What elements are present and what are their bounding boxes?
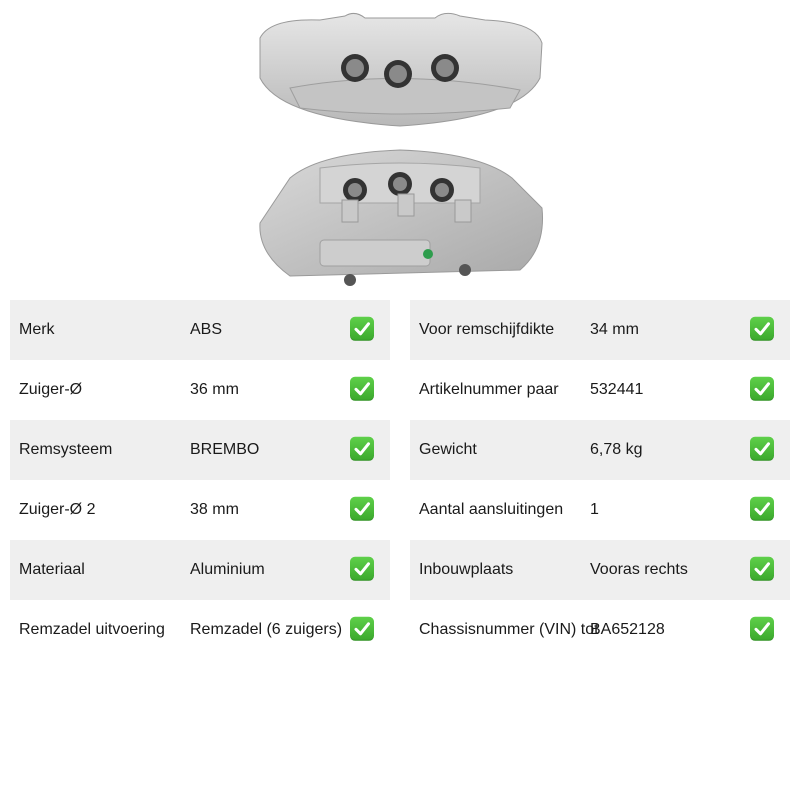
check-mark-icon — [350, 617, 374, 641]
spec-row — [410, 300, 790, 360]
spec-label: Gewicht — [419, 441, 477, 458]
bottom-caliper — [260, 150, 543, 286]
spec-value: Remzadel (6 zuigers) — [190, 621, 343, 638]
spec-label: Chassisnummer (VIN) tot — [419, 621, 599, 638]
spec-value: BA652128 — [590, 621, 665, 638]
spec-row — [10, 480, 390, 540]
spec-row — [410, 420, 790, 480]
spec-label: Zuiger-Ø 2 — [19, 501, 96, 518]
check-mark-icon — [750, 437, 774, 461]
spec-value: ABS — [190, 321, 223, 338]
check-mark-icon — [350, 497, 374, 521]
spec-label: Artikelnummer paar — [419, 381, 559, 398]
spec-label: Merk — [19, 321, 55, 338]
check-mark-icon — [350, 317, 374, 341]
spec-value: 1 — [590, 501, 599, 518]
brake-caliper-image — [250, 8, 550, 290]
spec-label: Remzadel uitvoering — [19, 621, 165, 638]
spec-label: Aantal aansluitingen — [419, 501, 564, 518]
check-mark-icon — [350, 377, 374, 401]
check-mark-icon — [750, 317, 774, 341]
spec-table-left — [10, 300, 390, 660]
spec-value: 38 mm — [190, 501, 239, 518]
check-mark-icon — [750, 617, 774, 641]
spec-value: 34 mm — [590, 321, 639, 338]
spec-row — [10, 600, 390, 660]
spec-label: Voor remschijfdikte — [419, 321, 555, 338]
spec-value: 6,78 kg — [590, 441, 643, 458]
check-mark-icon — [750, 497, 774, 521]
spec-row — [10, 420, 390, 480]
spec-row — [410, 360, 790, 420]
spec-row — [410, 480, 790, 540]
spec-row — [410, 540, 790, 600]
spec-label: Inbouwplaats — [419, 561, 514, 578]
check-mark-icon — [750, 557, 774, 581]
check-mark-icon — [750, 377, 774, 401]
spec-row — [10, 300, 390, 360]
spec-row — [10, 540, 390, 600]
spec-value: Aluminium — [190, 561, 265, 578]
spec-value: Vooras rechts — [590, 561, 688, 578]
spec-value: BREMBO — [190, 441, 260, 458]
spec-table-right — [410, 300, 790, 660]
spec-value: 36 mm — [190, 381, 239, 398]
spec-value: 532441 — [590, 381, 644, 398]
top-caliper — [260, 13, 542, 126]
check-mark-icon — [350, 557, 374, 581]
spec-label: Zuiger-Ø — [19, 381, 83, 398]
check-mark-icon — [350, 437, 374, 461]
spec-row — [410, 600, 790, 660]
spec-label: Materiaal — [19, 561, 85, 578]
spec-label: Remsysteem — [19, 441, 113, 458]
spec-row — [10, 360, 390, 420]
